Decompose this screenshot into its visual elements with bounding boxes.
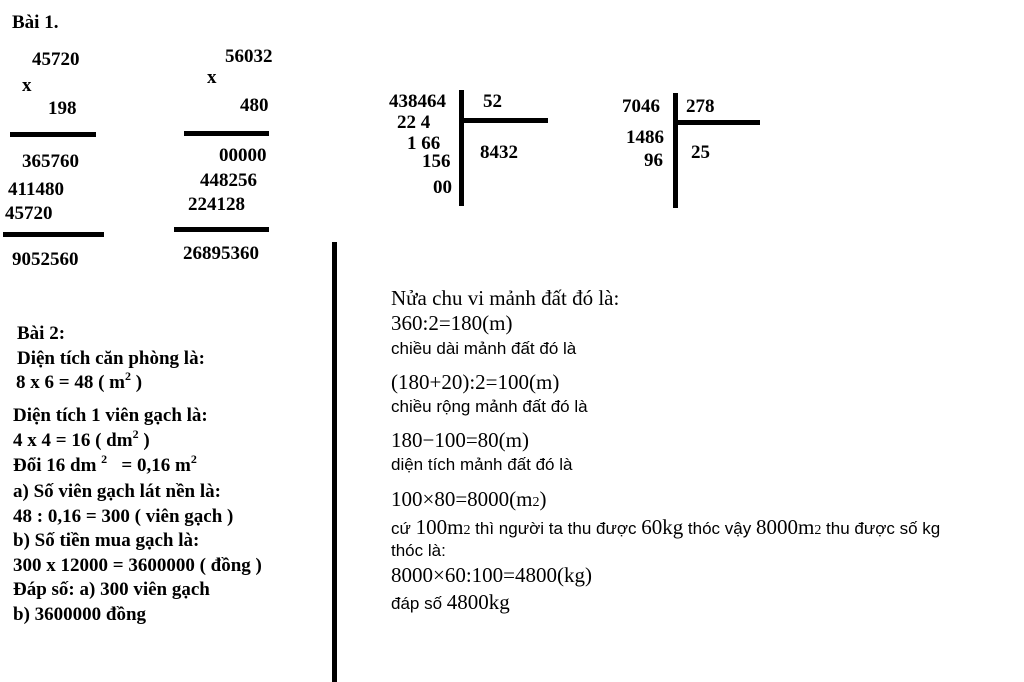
mult2-multiplicand: 56032	[225, 46, 273, 67]
div2-remainder-2: 96	[644, 150, 663, 171]
mult2-partial-3: 224128	[188, 194, 245, 215]
bai2-line-2: 8 x 6 = 48 ( $m^2$ )	[16, 369, 143, 393]
right-line-8: 100×80=8000(m2)	[391, 487, 547, 511]
right-line-6: 180−100=80(m)	[391, 428, 530, 452]
right-line-7: diện tích mảnh đất đó là	[391, 455, 573, 474]
div2-remainder-1: 1486	[626, 127, 664, 148]
mult2-multiplier: 480	[240, 95, 269, 116]
bai2-line-5: Đổi 16 dm $^2$ = 0,16 $m^2$	[13, 452, 197, 476]
div1-remainder-3: 156	[422, 151, 451, 172]
mult1-multiplier: 198	[48, 98, 77, 119]
mult1-partial-3: 45720	[5, 203, 53, 224]
bai2-line-4: 4 x 4 = 16 ( $dm^2$ )	[13, 427, 150, 451]
div1-dividend: 438464	[389, 91, 446, 112]
right-line-9: cứ 100m2 thì người ta thu được 60kg thóc vậy 8000m2 thu được số kg	[391, 515, 941, 539]
div1-remainder-4: 00	[433, 177, 452, 198]
div2-vertical-line	[673, 93, 678, 208]
mult1-partial-2: 411480	[8, 179, 64, 200]
right-line-2: 360:2=180(m)	[391, 311, 513, 335]
mult2-partial-1: 00000	[219, 145, 267, 166]
mult2-line-2	[174, 227, 269, 232]
bai2-line-10: Đáp số: a) 300 viên gạch	[13, 579, 210, 600]
div1-divisor: 52	[483, 91, 502, 112]
div1-horizontal-line	[459, 118, 548, 123]
div2-quotient: 25	[691, 142, 710, 163]
div1-remainder-1: 22 4	[397, 112, 431, 133]
bai2-line-3: Diện tích 1 viên gạch là:	[13, 405, 208, 426]
mult2-result: 26895360	[183, 243, 259, 264]
div2-dividend: 7046	[622, 96, 660, 117]
mult1-line-1	[10, 132, 96, 137]
div1-remainder-2: 1 66	[407, 133, 441, 154]
bai2-line-7: 48 : 0,16 = 300 ( viên gạch )	[13, 506, 234, 527]
bai2-line-1: Diện tích căn phòng là:	[17, 348, 205, 369]
column-divider	[332, 242, 337, 682]
mult2-line-1	[184, 131, 269, 136]
right-line-11: 8000×60:100=4800(kg)	[391, 563, 593, 587]
div2-divisor: 278	[686, 96, 715, 117]
mult1-operator: x	[22, 75, 32, 96]
right-line-4: (180+20):2=100(m)	[391, 370, 560, 394]
div1-vertical-line	[459, 90, 464, 206]
mult1-partial-1: 365760	[22, 151, 79, 172]
bai2-line-8: b) Số tiền mua gạch là:	[13, 530, 200, 551]
mult1-line-2	[3, 232, 104, 237]
right-line-1: Nửa chu vi mảnh đất đó là:	[391, 286, 620, 310]
right-line-10: thóc là:	[391, 541, 446, 560]
mult1-multiplicand: 45720	[32, 49, 80, 70]
bai2-line-6: a) Số viên gạch lát nền là:	[13, 481, 221, 502]
div1-quotient: 8432	[480, 142, 518, 163]
right-line-12: đáp số 4800kg	[391, 590, 510, 614]
right-line-3: chiều dài mảnh đất đó là	[391, 339, 577, 358]
mult2-partial-2: 448256	[200, 170, 257, 191]
bai2-title: Bài 2:	[17, 323, 66, 344]
mult2-operator: x	[207, 67, 217, 88]
bai2-line-11: b) 3600000 đồng	[13, 604, 147, 625]
mult1-result: 9052560	[12, 249, 79, 270]
div2-horizontal-line	[673, 120, 760, 125]
bai1-title: Bài 1.	[12, 12, 59, 33]
right-line-5: chiều rộng mảnh đất đó là	[391, 397, 588, 416]
bai2-line-9: 300 x 12000 = 3600000 ( đồng )	[13, 555, 262, 576]
